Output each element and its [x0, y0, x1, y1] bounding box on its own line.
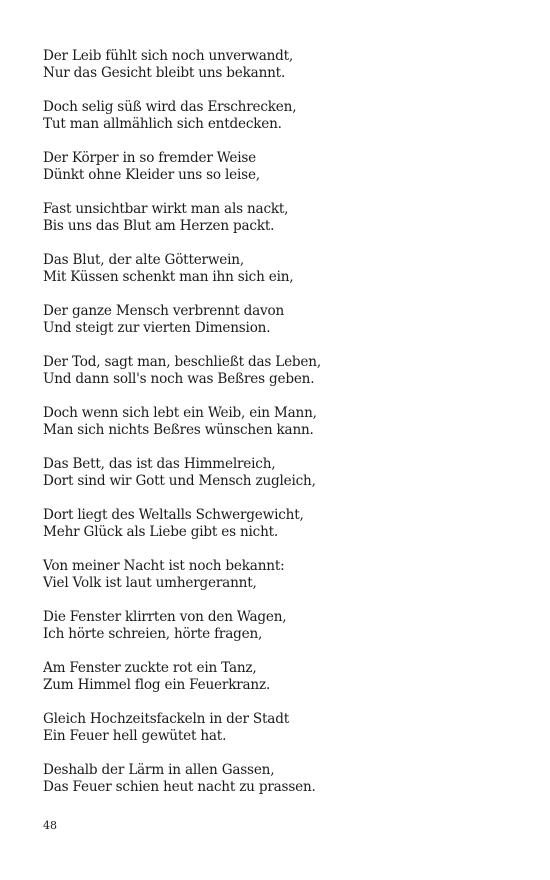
- stanza: [43, 660, 523, 694]
- verse-line: Mehr Glück als Liebe gibt es nicht.: [43, 524, 279, 540]
- verse-line: Dort liegt des Weltalls Schwergewicht,: [43, 507, 304, 523]
- verse-line: Und dann soll's noch was Beßres geben.: [43, 371, 315, 387]
- verse-line: Nur das Gesicht bleibt uns bekannt.: [43, 65, 286, 81]
- verse-line: Die Fenster klirrten von den Wagen,: [43, 609, 287, 625]
- verse-line: Das Feuer schien heut nacht zu prassen.: [43, 779, 316, 795]
- verse-line: Viel Volk ist laut umhergerannt,: [43, 575, 257, 591]
- stanza: [43, 303, 523, 337]
- verse-line: Am Fenster zuckte rot ein Tanz,: [43, 660, 257, 676]
- stanza: [43, 48, 523, 82]
- verse-line: Der Körper in so fremder Weise: [43, 150, 257, 166]
- verse-line: Tut man allmählich sich entdecken.: [43, 116, 282, 132]
- stanza: [43, 99, 523, 133]
- verse-line: Deshalb der Lärm in allen Gassen,: [43, 762, 275, 778]
- verse-line: Mit Küssen schenkt man ihn sich ein,: [43, 269, 294, 285]
- verse-line: Das Blut, der alte Götterwein,: [43, 252, 244, 268]
- verse-line: Dort sind wir Gott und Mensch zugleich,: [43, 473, 316, 489]
- stanza: [43, 609, 523, 643]
- verse-line: Ich hörte schreien, hörte fragen,: [43, 626, 263, 642]
- verse-line: Bis uns das Blut am Herzen packt.: [43, 218, 275, 234]
- stanza: [43, 201, 523, 235]
- verse-line: Der Leib fühlt sich noch unverwandt,: [43, 48, 294, 64]
- verse-line: Und steigt zur vierten Dimension.: [43, 320, 271, 336]
- verse-line: Doch wenn sich lebt ein Weib, ein Mann,: [43, 405, 317, 421]
- verse-line: Fast unsichtbar wirkt man als nackt,: [43, 201, 289, 217]
- verse-line: Man sich nichts Beßres wünschen kann.: [43, 422, 314, 438]
- stanza: [43, 456, 523, 490]
- stanza: [43, 150, 523, 184]
- stanza: [43, 762, 523, 796]
- verse-line: Zum Himmel flog ein Feuerkranz.: [43, 677, 271, 693]
- stanza: [43, 558, 523, 592]
- verse-line: Gleich Hochzeitsfackeln in der Stadt: [43, 711, 289, 727]
- page-number: 48: [43, 819, 57, 832]
- stanza: [43, 507, 523, 541]
- verse-line: Doch selig süß wird das Erschrecken,: [43, 99, 297, 115]
- verse-line: Der Tod, sagt man, beschließt das Leben,: [43, 354, 321, 370]
- stanza: [43, 711, 523, 745]
- stanza: [43, 252, 523, 286]
- verse-line: Der ganze Mensch verbrennt davon: [43, 303, 285, 319]
- verse-line: Dünkt ohne Kleider uns so leise,: [43, 167, 260, 183]
- stanza: [43, 405, 523, 439]
- poem-text: [43, 48, 523, 813]
- verse-line: Von meiner Nacht ist noch bekannt:: [43, 558, 285, 574]
- verse-line: Das Bett, das ist das Himmelreich,: [43, 456, 276, 472]
- stanza: [43, 354, 523, 388]
- verse-line: Ein Feuer hell gewütet hat.: [43, 728, 227, 744]
